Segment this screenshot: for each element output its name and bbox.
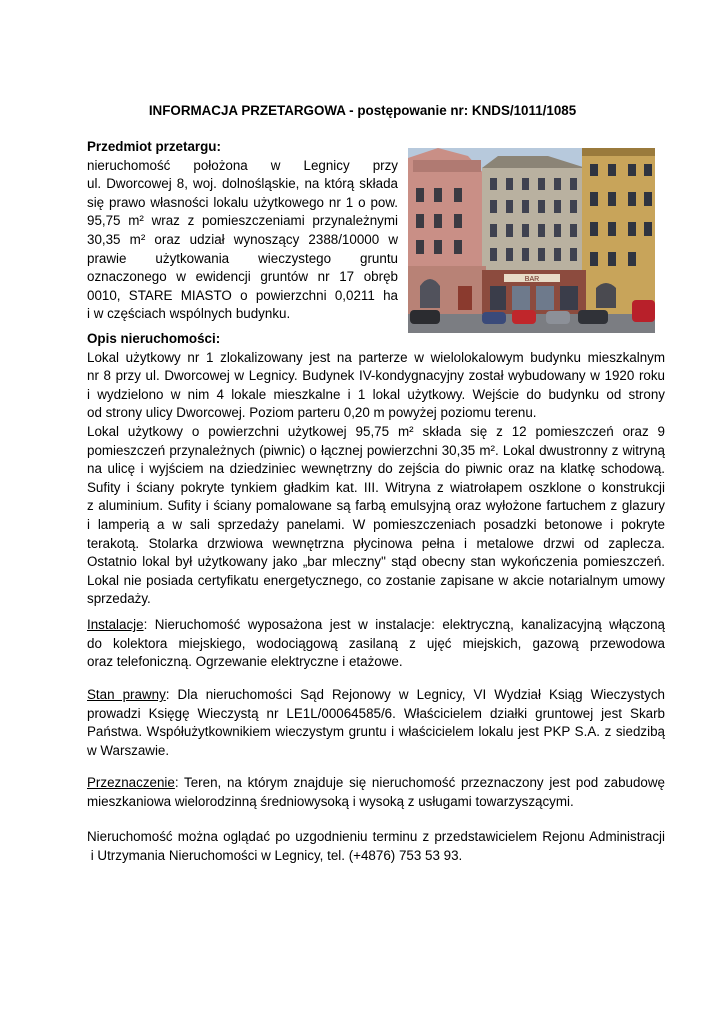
subject-line: ul. Dworcowej 8, woj. dolnośląskie, na którą składa [87, 176, 398, 192]
subject-heading: Przedmiot przetargu: [87, 139, 221, 154]
purpose-label: Przeznaczenie [87, 775, 175, 790]
description-line: sprzedaży. [87, 591, 151, 607]
description-line: i wydzielono w nim 4 lokale mieszkalne i 1 lokal użytkowy. Wejście do budynku od strony [87, 386, 665, 402]
subject-line: 95,75 m² wraz z pomieszczeniami przynależnymi [87, 213, 398, 229]
subject-line: oznaczonego w ewidencji gruntów nr 17 obręb [87, 269, 398, 285]
legal-line: : Dla nieruchomości Sąd Rejonowy w Legnicy, VI Wydział Ksiąg Wieczystych [165, 687, 665, 702]
installations-line: oraz telefoniczną. Ogrzewanie elektryczne i etażowe. [87, 654, 403, 670]
purpose-section [87, 774, 665, 811]
description-line: z aluminium. Sufity i ściany pomalowane są farbą emulsyjną oraz wyłożone fartuchem z glazury [87, 498, 665, 514]
description-line: na ulicę i wyjściem na dziedziniec wewnętrzny do zejścia do piwnic oraz na klatkę schodową. [87, 461, 665, 477]
description-line: i lamperią a w sali sprzedaży panelami. W pomieszczeniach posadzki betonowe i pokryte [87, 516, 665, 532]
legal-line: w Warszawie. [87, 742, 170, 758]
description-line: Lokal użytkowy o powierzchni użytkowej 95,75 m² składa się z 12 pomieszczeń oraz 9 [87, 423, 665, 439]
purpose-line: mieszkaniowa wielorodzinną średniowysoką i wysoką z usługami towarzyszącymi. [87, 793, 574, 809]
description-line: Sufity i ściany pokryte tynkiem gładkim kat. III. Witryna z wiatrołapem oszklone o konstrukcji [87, 479, 665, 495]
legal-line: prowadzi Księgę Wieczystą nr LE1L/00064585/6. Właścicielem działki gruntowej jest Skarb [87, 705, 665, 721]
description-line: Ostatnio lokal był użytkowany jako „bar mleczny" stąd obecny stan wykończenia pomieszczeń. [87, 554, 665, 570]
description-line: Lokal użytkowy nr 1 zlokalizowany jest na parterze w wielolokalowym budynku mieszkalnym [87, 349, 665, 365]
installations-line: : Nieruchomość wyposażona jest w instalacje: elektryczną, kanalizacyjną włączoną [143, 617, 665, 632]
viewing-line: Nieruchomość można oglądać po uzgodnieniu terminu z przedstawicielem Rejonu Administracji [87, 829, 665, 844]
installations-section [87, 616, 665, 672]
description-heading: Opis nieruchomości: [87, 331, 221, 346]
subject-line: się prawo własności lokalu użytkowego nr 1 o pow. [87, 194, 398, 210]
page-title: INFORMACJA PRZETARGOWA - postępowanie nr: KNDS/1011/1085 [148, 103, 577, 118]
subject-line: nieruchomość położona w Legnicy przy [87, 157, 398, 173]
legal-label: Stan prawny [87, 687, 166, 702]
viewing-line: i Utrzymania Nieruchomości w Legnicy, tel. (+4876) 753 53 93. [87, 847, 463, 863]
installations-label: Instalacje [87, 617, 144, 632]
subject-line: 30,35 m² oraz udział wynoszący 2388/10000 w [87, 231, 398, 247]
installations-line: do kolektora miejskiego, wodociągową zasilaną z ujęć miejskich, gazową przewodowa [87, 635, 665, 651]
subject-line: prawie użytkowania wieczystego gruntu [87, 250, 398, 266]
legal-section [87, 686, 665, 760]
viewing-section [87, 828, 665, 865]
subject-section [87, 138, 398, 324]
description-line: terakotą. Stolarka drzwiowa wewnętrzna płycinowa pełna i metalowe drzwi od zaplecza. [87, 535, 665, 551]
subject-line: i w częściach wspólnych budynku. [87, 306, 291, 322]
description-section [87, 330, 665, 609]
shop-sign-text: BAR [524, 276, 540, 283]
description-line: pomieszczeń przynależnych (piwnic) o łącznej powierzchni 30,35 m². Lokal dwustronny z witryną [87, 442, 665, 458]
building-photo [408, 148, 655, 333]
legal-line: Państwa. Współużytkownikiem wieczystym gruntu i właścicielem lokalu jest PKP S.A. z siedzibą [87, 724, 665, 740]
purpose-line: : Teren, na którym znajduje się nieruchomość przeznaczony jest pod zabudowę [174, 775, 665, 790]
description-line: nr 8 przy ul. Dworcowej w Legnicy. Budynek IV-kondygnacyjny został wybudowany w 1920 roku [87, 368, 665, 384]
subject-line: 0010, STARE MIASTO o powierzchni 0,0211 ha [87, 287, 398, 303]
description-line: Lokal nie posiada certyfikatu energetycznego, co zostanie zapisane w akcie notarialnym umowy [87, 572, 665, 588]
description-line: od strony ulicy Dworcowej. Poziom parteru 0,20 m powyżej poziomu terenu. [87, 405, 537, 421]
